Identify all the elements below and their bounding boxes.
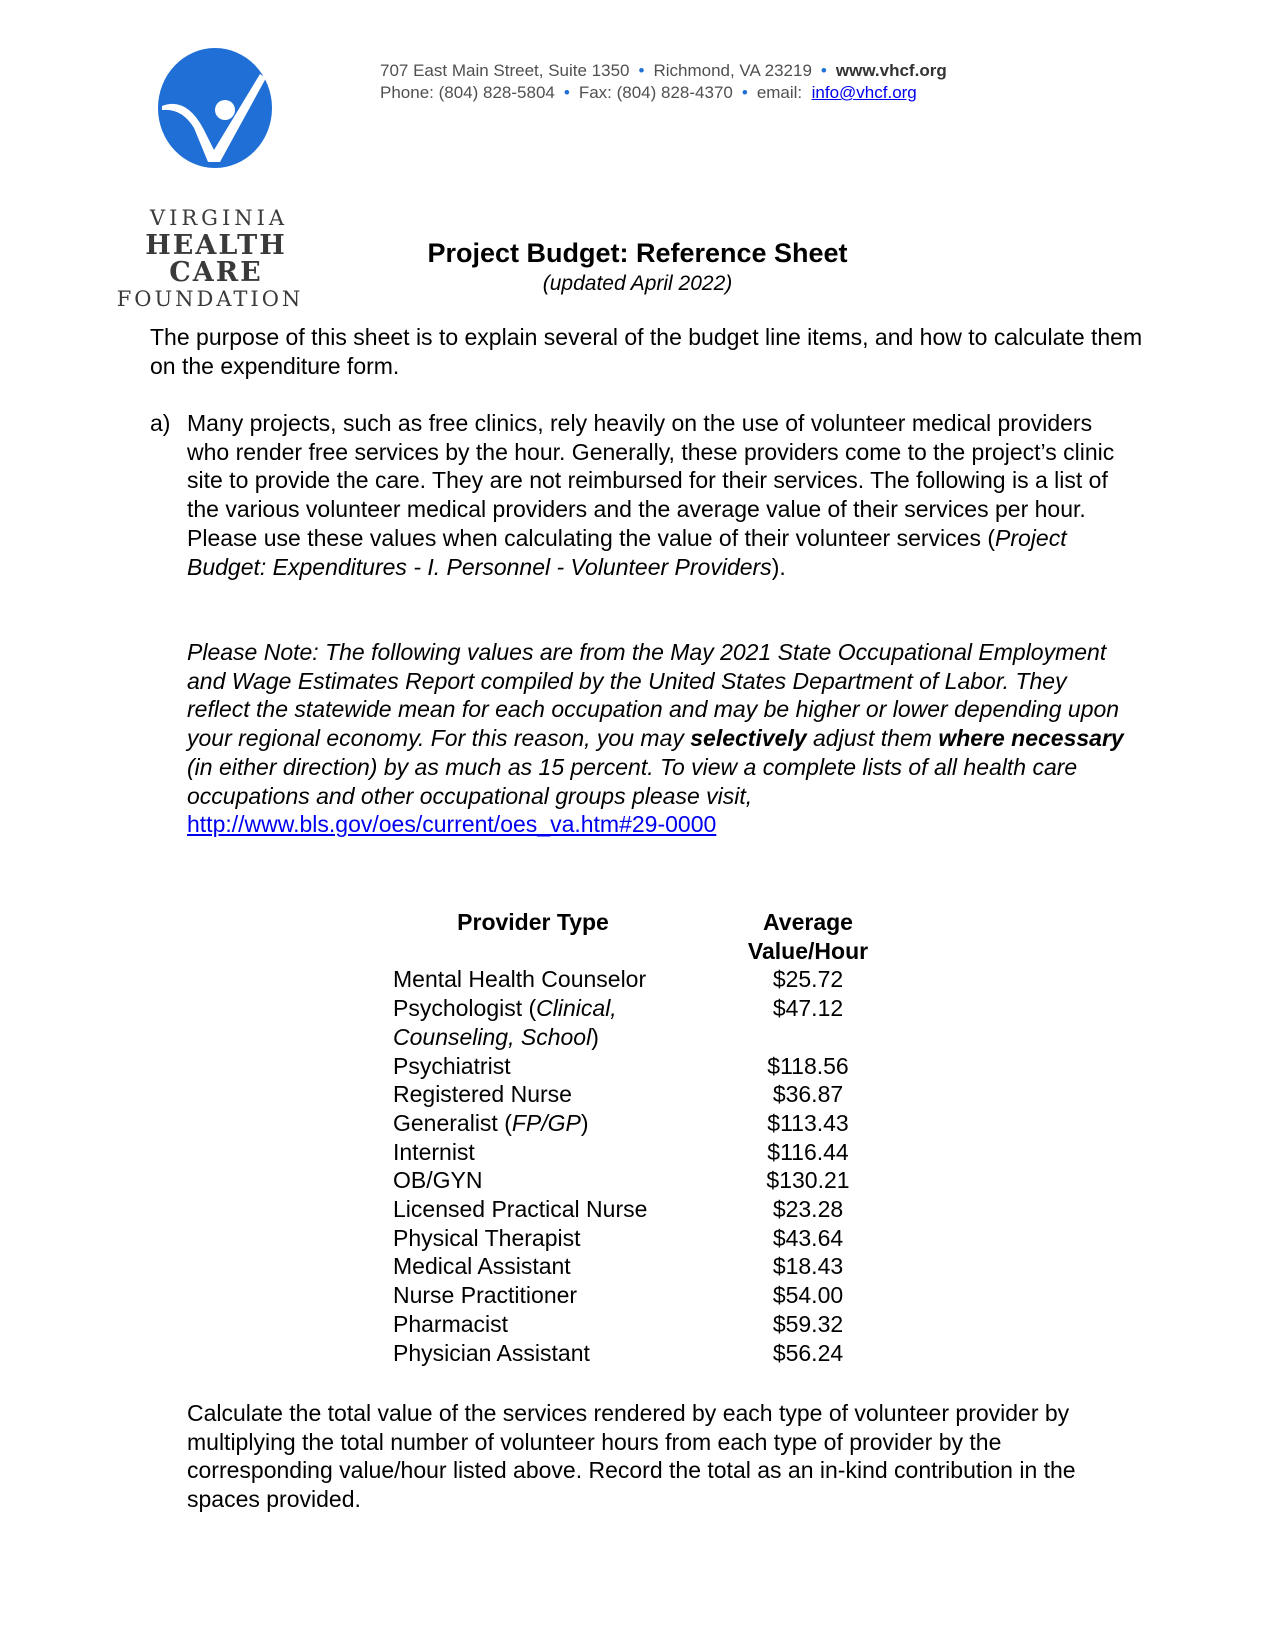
table-row xyxy=(393,1339,883,1368)
provider-name: Physician Assistant xyxy=(393,1339,590,1366)
table-body xyxy=(393,965,883,1367)
value-cell: $116.44 xyxy=(767,1138,849,1165)
header-provider-type: Provider Type xyxy=(457,909,609,935)
page-subtitle: (updated April 2022) xyxy=(542,272,733,295)
table-row xyxy=(393,1052,883,1081)
provider-name: Licensed Practical Nurse xyxy=(393,1196,648,1223)
provider-name: Nurse Practitioner xyxy=(393,1282,578,1309)
contact-line-phone xyxy=(380,82,947,104)
provider-specialty: Clinical, Counseling, School xyxy=(393,995,617,1050)
table-row xyxy=(393,1224,883,1253)
table-row xyxy=(393,1195,883,1224)
provider-paren: ) xyxy=(580,1109,589,1136)
provider-name: Mental Health Counselor xyxy=(393,966,647,993)
note-text: (in either direction) by as much as 15 percent. To view a complete lists of all health care occupations and other occupational groups please visit, xyxy=(187,753,1078,809)
provider-cell xyxy=(393,1195,733,1224)
provider-name: Pharmacist xyxy=(393,1310,509,1337)
value-cell: $113.43 xyxy=(767,1109,849,1136)
logo-figure-icon xyxy=(148,44,282,172)
note-bold-selectively: selectively xyxy=(690,725,807,752)
value-cell: $118.56 xyxy=(767,1052,849,1079)
provider-cell xyxy=(393,994,733,1051)
item-a-italic: Project Budget: Expenditures - I. Personnel - Volunteer Providers xyxy=(187,524,1067,580)
value-cell: $56.24 xyxy=(772,1339,844,1366)
header-average: Average xyxy=(763,909,853,935)
closing-paragraph: Calculate the total value of the services rendered by each type of volunteer provider by multiplying the total number of volunteer hours from each type of provider by the corresponding value/hour listed above. Record the total as an in-kind contribution in the spaces provided. xyxy=(187,1400,1076,1513)
value-cell: $23.28 xyxy=(772,1196,844,1223)
table-row xyxy=(393,1310,883,1339)
provider-cell xyxy=(393,1224,733,1253)
logo-text-line1: VIRGINIA xyxy=(149,206,289,230)
organization-logo xyxy=(100,40,330,311)
note-paragraph xyxy=(187,638,1127,839)
item-a-text: Many projects, such as free clinics, rely heavily on the use of volunteer medical providers who render free services by the hour. Generally, these providers come to the project’s clinic site to provide the care. They are not reimbursed for their services. The following is a list of the various volunteer medical providers and the average value of their services per hour. Please use these values when calculating the value of their volunteer services ( xyxy=(187,410,1115,551)
bullet-icon: • xyxy=(638,61,645,80)
table-row xyxy=(393,994,883,1051)
item-a-end: ). xyxy=(771,553,786,580)
value-cell: $18.43 xyxy=(772,1253,844,1280)
logo-text-line2: HEALTH CARE xyxy=(145,230,287,288)
value-cell: $47.12 xyxy=(772,995,844,1022)
provider-paren: ) xyxy=(591,1023,599,1050)
table-row xyxy=(393,1080,883,1109)
value-cell: $25.72 xyxy=(772,966,844,993)
provider-value-table xyxy=(393,908,883,1367)
provider-cell xyxy=(393,1138,733,1167)
provider-name: Internist xyxy=(393,1138,475,1165)
item-letter: a) xyxy=(150,410,171,436)
note-bold-where-necessary: where necessary xyxy=(938,725,1124,752)
provider-cell xyxy=(393,1281,733,1310)
note-text: adjust them xyxy=(806,725,939,752)
bullet-icon: • xyxy=(820,61,827,80)
logo-text-line3: FOUNDATION xyxy=(116,287,304,311)
provider-cell xyxy=(393,1166,733,1195)
table-row xyxy=(393,1138,883,1167)
fax: Fax: (804) 828-4370 xyxy=(578,83,733,102)
provider-specialty: FP/GP xyxy=(511,1109,581,1136)
bls-link[interactable]: http://www.bls.gov/oes/current/oes_va.htm#29-0000 xyxy=(187,811,717,838)
table-row xyxy=(393,1109,883,1138)
provider-name: Registered Nurse xyxy=(393,1081,572,1108)
header-value-hour: Value/Hour xyxy=(747,937,869,964)
intro-paragraph: The purpose of this sheet is to explain several of the budget line items, and how to calculate them on the expenditure form. xyxy=(150,324,1143,379)
bullet-icon: • xyxy=(563,83,570,102)
street-address: 707 East Main Street, Suite 1350 xyxy=(380,61,630,80)
website: www.vhcf.org xyxy=(835,61,947,80)
email-link[interactable]: info@vhcf.org xyxy=(811,83,917,102)
provider-cell xyxy=(393,965,733,994)
provider-name: Physical Therapist xyxy=(393,1224,581,1251)
city-state: Richmond, VA 23219 xyxy=(653,61,812,80)
bullet-icon: • xyxy=(741,83,748,102)
email-label: email: xyxy=(756,83,803,102)
table-row xyxy=(393,1252,883,1281)
value-cell: $59.32 xyxy=(772,1310,844,1337)
table-row xyxy=(393,1166,883,1195)
provider-cell xyxy=(393,1339,733,1368)
provider-name: Generalist ( xyxy=(393,1109,512,1136)
provider-cell xyxy=(393,1252,733,1281)
table-header xyxy=(393,908,883,965)
contact-line-address xyxy=(380,60,947,82)
value-cell: $36.87 xyxy=(772,1081,844,1108)
provider-name: Psychiatrist xyxy=(393,1052,511,1079)
note-text: Please Note: The following values are from the May 2021 State Occupational Employment and Wage Estimates Report compiled by the United States Department of Labor. They reflect the statewide mean for each occupation and may be higher or lower depending upon your regional economy. For this reason, you may xyxy=(187,639,1120,752)
value-cell: $43.64 xyxy=(772,1224,844,1251)
value-cell: $130.21 xyxy=(766,1167,850,1194)
provider-cell xyxy=(393,1109,733,1138)
phone: Phone: (804) 828-5804 xyxy=(380,83,555,102)
table-row xyxy=(393,965,883,994)
value-cell: $54.00 xyxy=(772,1282,844,1309)
provider-cell xyxy=(393,1310,733,1339)
table-row xyxy=(393,1281,883,1310)
provider-name: Psychologist ( xyxy=(393,995,537,1022)
provider-cell xyxy=(393,1080,733,1109)
contact-info xyxy=(380,60,947,104)
item-a-paragraph xyxy=(187,409,1117,581)
provider-name: Medical Assistant xyxy=(393,1253,571,1280)
header-average-value xyxy=(733,908,883,965)
provider-name: OB/GYN xyxy=(393,1167,483,1194)
page-title: Project Budget: Reference Sheet xyxy=(427,238,848,268)
provider-cell xyxy=(393,1052,733,1081)
